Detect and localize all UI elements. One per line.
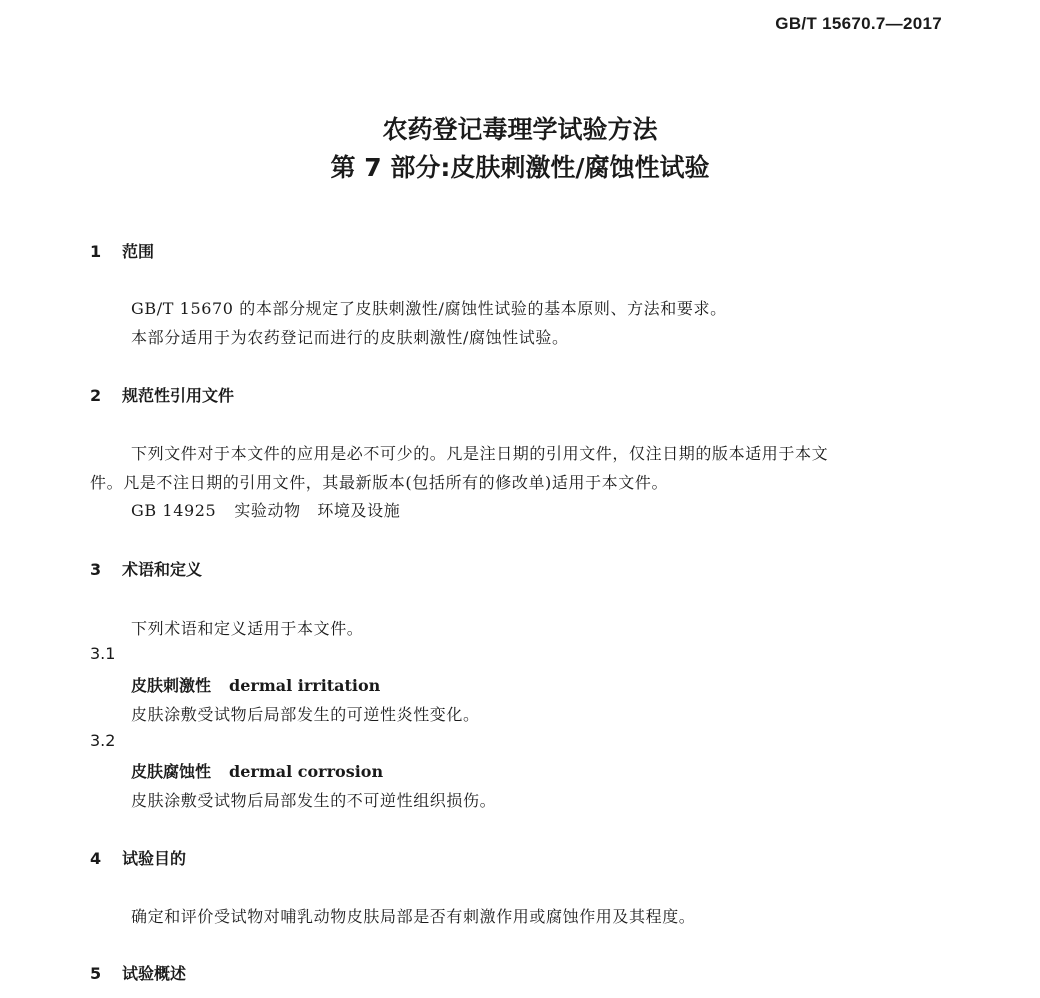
section-heading-scope <box>90 239 154 262</box>
scope-applicability-paragraph: 本部分适用于为农药登记而进行的皮肤刺激性/腐蚀性试验。 <box>131 328 569 347</box>
term-name-en: dermal irritation <box>229 676 381 695</box>
section-heading-purpose <box>90 846 186 869</box>
term-heading <box>131 673 380 696</box>
standard-number: GB/T 15670.7—2017 <box>775 14 942 33</box>
term-name-zh: 皮肤腐蚀性 <box>131 762 212 781</box>
document-title: 农药登记毒理学试验方法 <box>382 115 658 144</box>
section-number: 5 <box>90 964 102 983</box>
references-paragraph-line2: 件。凡是不注日期的引用文件，其最新版本(包括所有的修改单)适用于本文件。 <box>90 473 669 492</box>
section-heading-terms <box>90 557 202 580</box>
reference-item <box>131 498 400 521</box>
term-heading <box>131 759 383 782</box>
section-heading-normative-references <box>90 383 234 406</box>
reference-code: GB 14925 <box>131 501 217 520</box>
section-title: 规范性引用文件 <box>122 386 235 405</box>
section-number: 2 <box>90 386 102 405</box>
section-title: 范围 <box>122 242 155 261</box>
section-heading-overview <box>90 961 186 984</box>
purpose-paragraph: 确定和评价受试物对哺乳动物皮肤局部是否有刺激作用或腐蚀作用及其程度。 <box>131 907 696 926</box>
references-paragraph-line1: 下列文件对于本文件的应用是必不可少的。凡是注日期的引用文件，仅注日期的版本适用于本文 <box>131 444 829 463</box>
section-title: 术语和定义 <box>122 560 203 579</box>
term-definition: 皮肤涂敷受试物后局部发生的不可逆性组织损伤。 <box>131 791 497 810</box>
term-name-en: dermal corrosion <box>229 762 384 781</box>
term-number: 3.2 <box>90 731 116 750</box>
section-number: 4 <box>90 849 102 868</box>
scope-paragraph: GB/T 15670 的本部分规定了皮肤刺激性/腐蚀性试验的基本原则、方法和要求。 <box>131 299 727 318</box>
document-subtitle: 第 7 部分:皮肤刺激性/腐蚀性试验 <box>330 153 710 182</box>
reference-title: 实验动物 环境及设施 <box>234 501 401 520</box>
section-title: 试验概述 <box>122 964 187 983</box>
section-number: 1 <box>90 242 102 261</box>
section-number: 3 <box>90 560 102 579</box>
section-title: 试验目的 <box>122 849 187 868</box>
terms-intro: 下列术语和定义适用于本文件。 <box>131 619 364 638</box>
term-name-zh: 皮肤刺激性 <box>131 676 212 695</box>
term-definition: 皮肤涂敷受试物后局部发生的可逆性炎性变化。 <box>131 705 480 724</box>
term-number: 3.1 <box>90 644 116 663</box>
